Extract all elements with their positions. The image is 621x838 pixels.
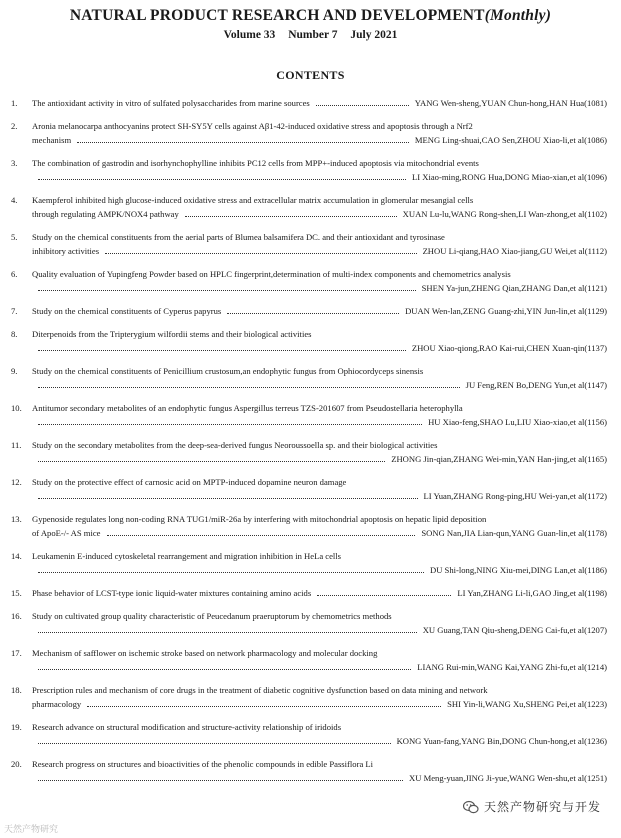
contents-heading: CONTENTS xyxy=(276,68,345,82)
entry-title: Gypenoside regulates long non-coding RNA TUG1/miR-26a by interfering with mitochondrial apoptosis on hepatic lipid deposition xyxy=(32,514,487,524)
dot-leader xyxy=(38,735,391,744)
dot-leader xyxy=(38,416,422,425)
entry-authors: ZHOU Xiao-qiong,RAO Kai-rui,CHEN Xuan-qin(1137) xyxy=(411,343,607,353)
dot-leader xyxy=(38,379,460,388)
dot-leader xyxy=(38,564,424,573)
entry-title: Leukamenin E-induced cytoskeletal rearrangement and migration inhibition in HeLa cells xyxy=(32,551,342,561)
journal-frequency: (Monthly) xyxy=(484,7,552,24)
entry-number: 2. xyxy=(11,121,18,131)
entry-authors: LI Yuan,ZHANG Rong-ping,HU Wei-yan,et al(1172) xyxy=(423,491,607,501)
dot-leader xyxy=(227,305,399,314)
entry-title: of ApoE-/- AS mice xyxy=(32,528,101,538)
dot-leader xyxy=(38,624,417,633)
entry-number: 20. xyxy=(11,759,22,769)
entry-number: 14. xyxy=(11,551,22,561)
entry-number: 8. xyxy=(11,329,18,339)
dot-leader xyxy=(38,661,411,670)
entry-number: 6. xyxy=(11,269,18,279)
toc-entry xyxy=(0,475,621,507)
table-of-contents xyxy=(0,96,621,794)
dot-leader xyxy=(38,342,406,351)
toc-entry xyxy=(0,609,621,641)
entry-authors: MENG Ling-shuai,CAO Sen,ZHOU Xiao-li,et al(1086) xyxy=(414,135,607,145)
entry-title: The combination of gastrodin and isorhynchophylline inhibits PC12 cells from MPP+-induced apoptosis via mitochondrial events xyxy=(32,158,479,168)
journal-title xyxy=(0,7,621,25)
entry-title: Study on the chemical constituents of Penicillium crustosum,an endophytic fungus from Ophiocordyceps sinensis xyxy=(32,366,424,376)
entry-title: mechanism xyxy=(32,135,72,145)
entry-number: 7. xyxy=(11,306,18,316)
entry-authors: XU Guang,TAN Qiu-sheng,DENG Cai-fu,et al(1207) xyxy=(422,625,607,635)
number-label: Number 7 xyxy=(288,29,338,41)
dot-leader xyxy=(185,208,397,217)
entry-authors: SHEN Ya-jun,ZHENG Qian,ZHANG Dan,et al(1121) xyxy=(421,283,607,293)
toc-entry xyxy=(0,549,621,581)
dot-leader xyxy=(38,282,416,291)
toc-entry xyxy=(0,304,621,322)
watermark-bottom-left: 天然产物研究 xyxy=(4,825,59,835)
toc-entry xyxy=(0,401,621,433)
entry-title: Research advance on structural modification and structure-activity relationship of iridoids xyxy=(32,722,342,732)
toc-entry xyxy=(0,230,621,262)
entry-title: inhibitory activities xyxy=(32,246,100,256)
entry-title: Study on the chemical constituents from the aerial parts of Blumea balsamifera DC. and their antioxidant and tyrosinase xyxy=(32,232,445,242)
toc-entry xyxy=(0,646,621,678)
entry-authors: ZHONG Jin-qian,ZHANG Wei-min,YAN Han-jing,et al(1165) xyxy=(391,454,607,464)
journal-name: NATURAL PRODUCT RESEARCH AND DEVELOPMENT xyxy=(69,7,485,24)
issue-date: July 2021 xyxy=(350,29,398,41)
dot-leader xyxy=(38,453,385,462)
entry-title: Prescription rules and mechanism of core drugs in the treatment of diabetic cognitive dysfunction based on data mining and network xyxy=(32,685,488,695)
entry-number: 9. xyxy=(11,366,18,376)
dot-leader xyxy=(77,134,409,143)
wechat-watermark-badge xyxy=(459,797,605,816)
entry-number: 16. xyxy=(11,611,22,621)
entry-title: Phase behavior of LCST-type ionic liquid-water mixtures containing amino acids xyxy=(32,588,312,598)
toc-entry xyxy=(0,757,621,789)
entry-title: Diterpenoids from the Tripterygium wilfordii stems and their biological activities xyxy=(32,329,312,339)
entry-authors: SHI Yin-li,WANG Xu,SHENG Pei,et al(1223) xyxy=(447,699,607,709)
dot-leader xyxy=(87,698,441,707)
entry-authors: XUAN Lu-lu,WANG Rong-shen,LI Wan-zhong,et al(1102) xyxy=(402,209,607,219)
entry-authors: DUAN Wen-lan,ZENG Guang-zhi,YIN Jun-lin,et al(1129) xyxy=(405,306,607,316)
entry-number: 13. xyxy=(11,514,22,524)
toc-entry xyxy=(0,364,621,396)
dot-leader xyxy=(316,97,409,106)
entry-authors: YANG Wen-sheng,YUAN Chun-hong,HAN Hua(1081) xyxy=(414,98,607,108)
entry-title: Study on the secondary metabolites from the deep-sea-derived fungus Neoroussoella sp. and their biological activities xyxy=(32,440,438,450)
entry-title: through regulating AMPK/NOX4 pathway xyxy=(32,209,179,219)
entry-number: 11. xyxy=(11,440,22,450)
entry-title: The antioxidant activity in vitro of sulfated polysaccharides from marine sources xyxy=(32,98,310,108)
entry-title: Antitumor secondary metabolites of an endophytic fungus Aspergillus terreus TZS-201607 from Pseudostellaria heterophylla xyxy=(32,403,463,413)
entry-number: 17. xyxy=(11,648,22,658)
entry-title: Aronia melanocarpa anthocyanins protect SH-SY5Y cells against Aβ1-42-induced oxidative stress and apoptosis through a Nrf2 xyxy=(32,121,473,131)
entry-title: pharmacology xyxy=(32,699,82,709)
entry-title: Mechanism of safflower on ischemic stroke based on network pharmacology and molecular docking xyxy=(32,648,378,658)
dot-leader xyxy=(105,245,416,254)
entry-title: Quality evaluation of Yupingfeng Powder based on HPLC fingerprint,determination of multi-index components and chemometrics analysis xyxy=(32,269,511,279)
entry-authors: JU Feng,REN Bo,DENG Yun,et al(1147) xyxy=(465,380,607,390)
toc-entry xyxy=(0,193,621,225)
entry-authors: LIANG Rui-min,WANG Kai,YANG Zhi-fu,et al(1214) xyxy=(417,662,607,672)
dot-leader xyxy=(317,587,451,596)
entry-number: 12. xyxy=(11,477,22,487)
entry-number: 3. xyxy=(11,158,18,168)
issue-info xyxy=(0,29,621,41)
toc-entry xyxy=(0,267,621,299)
entry-title: Study on the chemical constituents of Cyperus papyrus xyxy=(32,306,222,316)
toc-entry xyxy=(0,438,621,470)
entry-number: 15. xyxy=(11,588,22,598)
entry-authors: LI Xiao-ming,RONG Hua,DONG Miao-xian,et al(1096) xyxy=(412,172,607,182)
entry-title: Kaempferol inhibited high glucose-induced oxidative stress and extracellular matrix accumulation in glomerular mesangial cells xyxy=(32,195,474,205)
dot-leader xyxy=(38,490,418,499)
watermark-text: 天然产物研究与开发 xyxy=(483,800,601,814)
entry-number: 19. xyxy=(11,722,22,732)
dot-leader xyxy=(38,772,403,781)
entry-number: 18. xyxy=(11,685,22,695)
dot-leader xyxy=(107,527,416,536)
entry-number: 10. xyxy=(11,403,22,413)
toc-entry xyxy=(0,327,621,359)
dot-leader xyxy=(38,171,406,180)
toc-entry xyxy=(0,683,621,715)
entry-number: 4. xyxy=(11,195,18,205)
entry-authors: LI Yan,ZHANG Li-li,GAO Jing,et al(1198) xyxy=(457,588,607,598)
toc-entry xyxy=(0,586,621,604)
entry-number: 5. xyxy=(11,232,18,242)
toc-entry xyxy=(0,119,621,151)
entry-title: Study on cultivated group quality characteristic of Peucedanum praeruptorum by chemometrics methods xyxy=(32,611,392,621)
entry-number: 1. xyxy=(11,98,18,108)
entry-authors: SONG Nan,JIA Lian-qun,YANG Guan-lin,et al(1178) xyxy=(421,528,607,538)
entry-authors: DU Shi-long,NING Xiu-mei,DING Lan,et al(1186) xyxy=(429,565,607,575)
toc-entry xyxy=(0,512,621,544)
entry-authors: KONG Yuan-fang,YANG Bin,DONG Chun-hong,et al(1236) xyxy=(396,736,607,746)
entry-title: Study on the protective effect of carnosic acid on MPTP-induced dopamine neuron damage xyxy=(32,477,347,487)
entry-title: Research progress on structures and bioactivities of the phenolic compounds in edible Passiflora Li xyxy=(32,759,374,769)
toc-entry xyxy=(0,96,621,114)
toc-entry xyxy=(0,720,621,752)
entry-authors: XU Meng-yuan,JING Ji-yue,WANG Wen-shu,et al(1251) xyxy=(409,773,607,783)
toc-entry xyxy=(0,156,621,188)
volume-label: Volume 33 xyxy=(223,29,276,41)
wechat-icon xyxy=(463,800,479,814)
entry-authors: ZHOU Li-qiang,HAO Xiao-jiang,GU Wei,et al(1112) xyxy=(422,246,607,256)
entry-authors: HU Xiao-feng,SHAO Lu,LIU Xiao-xiao,et al(1156) xyxy=(428,417,607,427)
